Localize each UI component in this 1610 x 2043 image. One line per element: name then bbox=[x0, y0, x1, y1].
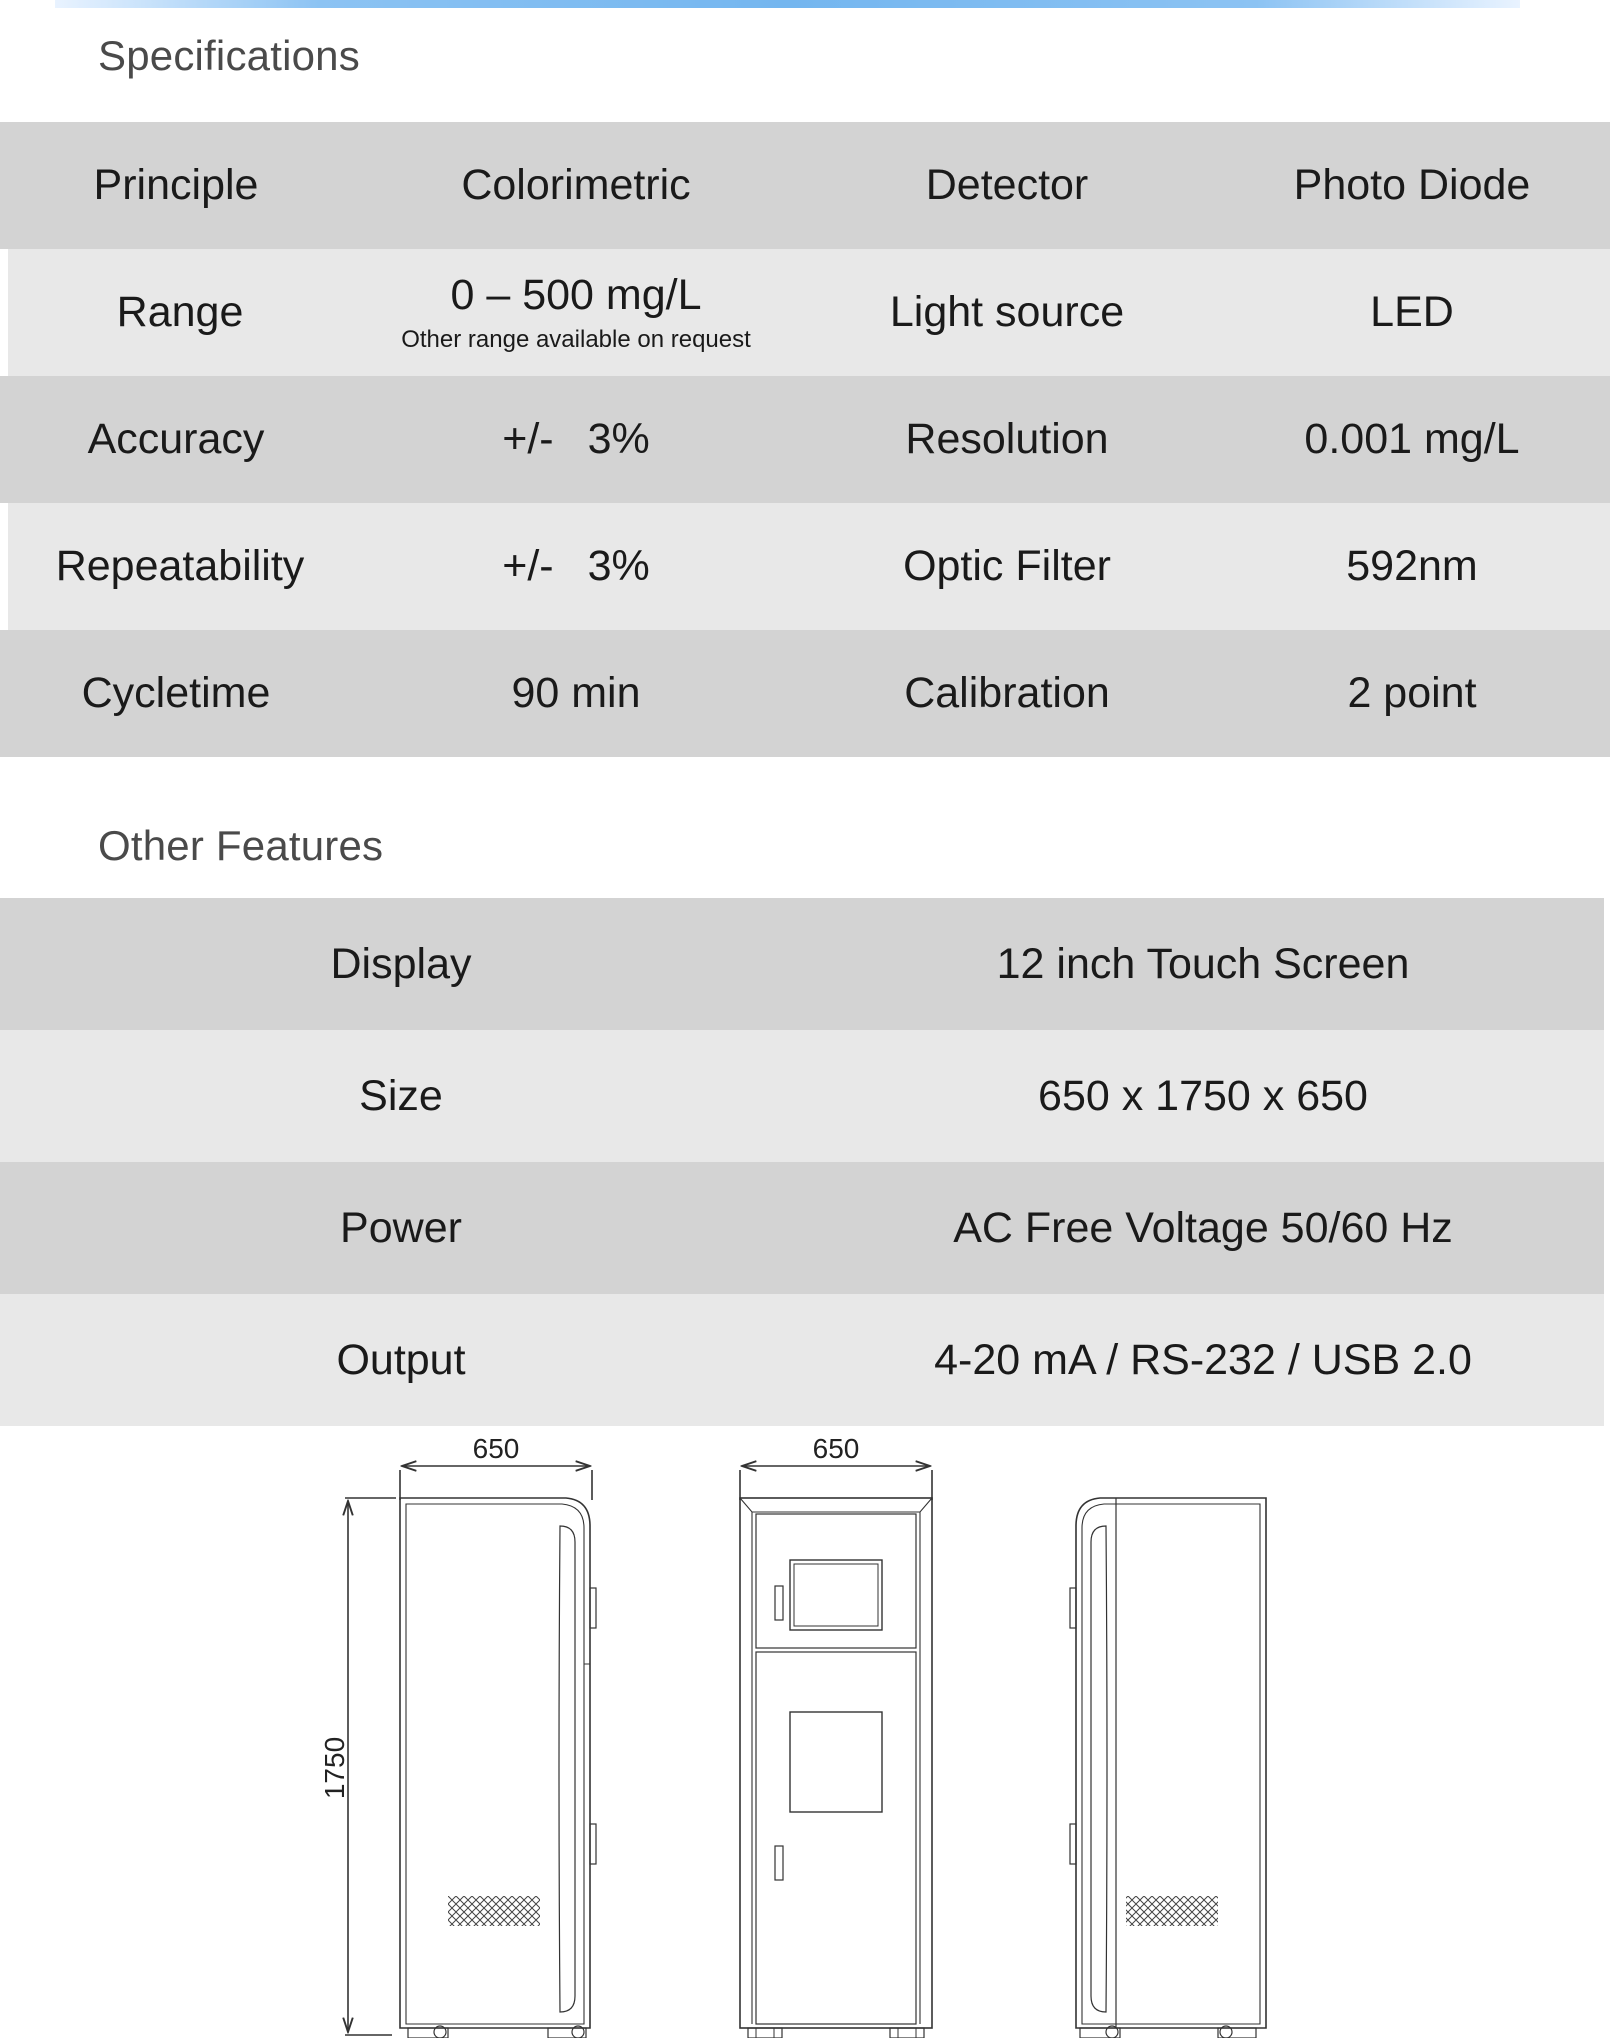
feature-value: 4-20 mA / RS-232 / USB 2.0 bbox=[934, 1335, 1472, 1384]
spec-value: 90 min bbox=[511, 669, 641, 717]
feature-label: Output bbox=[336, 1335, 466, 1384]
range-value: 0 – 500 mg/L bbox=[450, 271, 702, 319]
other-features-title: Other Features bbox=[98, 822, 384, 869]
side-view-left bbox=[345, 1466, 596, 2038]
spec-label: Detector bbox=[925, 161, 1089, 209]
front-view bbox=[740, 1466, 932, 2038]
spec-value: LED bbox=[1370, 288, 1454, 336]
spec-value: Photo Diode bbox=[1293, 161, 1531, 209]
feature-label: Display bbox=[330, 939, 472, 988]
feature-row-output bbox=[0, 1294, 1604, 1426]
range-note: Other range available on request bbox=[401, 326, 751, 353]
side-width-label: 650 bbox=[472, 1433, 520, 1464]
spec-row-range bbox=[8, 249, 1610, 376]
feature-row-display bbox=[0, 898, 1604, 1030]
feature-value: 12 inch Touch Screen bbox=[996, 939, 1410, 988]
feature-value: AC Free Voltage 50/60 Hz bbox=[953, 1203, 1453, 1252]
feature-label: Size bbox=[359, 1071, 443, 1120]
spec-row-accuracy bbox=[0, 376, 1610, 503]
spec-label: Accuracy bbox=[87, 415, 265, 463]
feature-label: Power bbox=[340, 1203, 462, 1252]
spec-row-cycletime bbox=[0, 630, 1610, 757]
spec-value: 0.001 mg/L bbox=[1304, 415, 1520, 463]
spec-value: Colorimetric bbox=[461, 161, 691, 209]
feature-value: 650 x 1750 x 650 bbox=[1038, 1071, 1368, 1120]
front-width-label: 650 bbox=[812, 1433, 860, 1464]
dimension-drawing bbox=[0, 1428, 1610, 2038]
spec-row-principle bbox=[0, 122, 1610, 249]
spec-label: Repeatability bbox=[55, 542, 305, 590]
feature-row-power bbox=[0, 1162, 1604, 1294]
spec-label: Range bbox=[116, 288, 244, 336]
other-features-table bbox=[0, 898, 1604, 1426]
height-label: 1750 bbox=[319, 1736, 350, 1800]
specifications-table bbox=[0, 122, 1610, 757]
spec-label: Optic Filter bbox=[903, 542, 1111, 590]
spec-value: 2 point bbox=[1347, 669, 1477, 717]
dimension-drawing-svg bbox=[0, 1428, 1610, 2038]
side-view-right bbox=[1070, 1498, 1266, 2038]
spec-value: +/- 3% bbox=[502, 542, 650, 590]
top-accent-bar bbox=[55, 0, 1520, 8]
spec-label: Resolution bbox=[905, 415, 1109, 463]
spec-label: Principle bbox=[93, 161, 259, 209]
spec-value-range bbox=[352, 249, 800, 376]
spec-label: Calibration bbox=[904, 669, 1110, 717]
spec-value: +/- 3% bbox=[502, 415, 650, 463]
feature-row-size bbox=[0, 1030, 1604, 1162]
spec-row-repeatability bbox=[8, 503, 1610, 630]
specifications-title: Specifications bbox=[98, 32, 360, 79]
spec-value: 592nm bbox=[1346, 542, 1478, 590]
spec-label: Light source bbox=[889, 288, 1125, 336]
spec-label: Cycletime bbox=[81, 669, 271, 717]
